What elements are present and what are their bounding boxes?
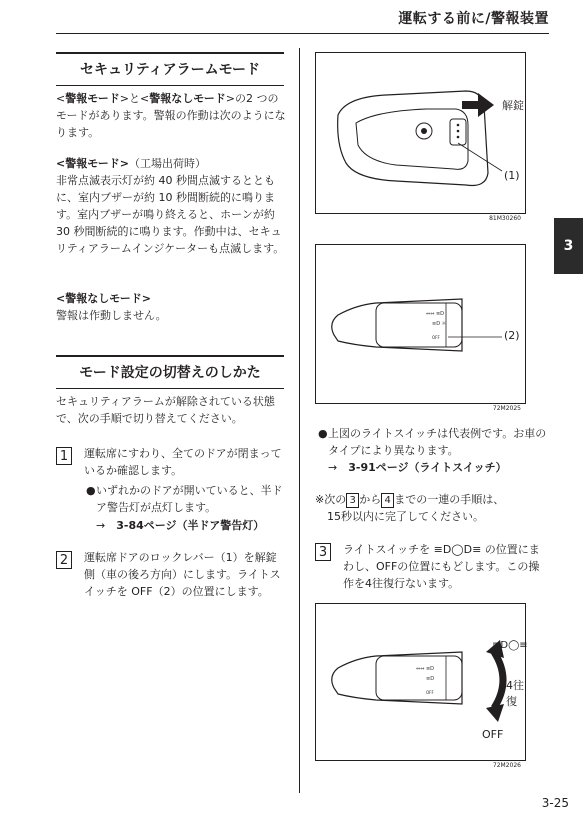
note-typical-example: 上図のライトスイッチは代表例です。お車のタイプにより異なります。 — [328, 427, 547, 457]
figure-code: 72M2026 — [492, 762, 521, 769]
step-2-number: 2 — [56, 551, 72, 569]
svg-text:⇔⇔ ≡D: ⇔⇔ ≡D — [426, 311, 445, 317]
svg-text:≡D ☼: ≡D ☼ — [432, 321, 447, 327]
note-reference[interactable]: → 3-91ページ（ライトスイッチ） — [328, 461, 507, 474]
column-divider — [299, 48, 300, 793]
figure-light-switch-off — [315, 244, 526, 412]
headlight-position-label: ≡D◯≡ — [492, 640, 528, 651]
section1-intro: <警報モード>と<警報なしモード>の2 つのモードがあります。警報の作動は次のようになります。 — [56, 92, 286, 139]
mode2-body: 警報は作動しません。 — [56, 309, 167, 322]
section2-intro: セキュリティアラームが解除されている状態で、次の手順で切り替えてください。 — [56, 395, 275, 425]
repeat-4-label: 4往復 — [506, 679, 524, 708]
svg-text:OFF: OFF — [426, 690, 434, 695]
figure-code: 81M30260 — [489, 215, 521, 222]
unlock-label: 解錠 — [502, 99, 524, 112]
step-1-text: 運転席にすわり、全てのドアが閉まっているか確認します。 — [84, 447, 282, 477]
step-1-number: 1 — [56, 447, 72, 465]
mode1-heading: <警報モード>（工場出荷時） — [56, 157, 206, 170]
page-number: 3-25 — [541, 796, 569, 810]
figure-code: 72M2025 — [492, 405, 521, 412]
section-title-security-mode: セキュリティアラームモード — [56, 52, 284, 86]
mode1-body: 非常点滅表示灯が約 40 秒間点滅するとともに、室内ブザーが約 10 秒間断続的に鳴ります。室内ブザーが鳴り終えると、ホーンが約 30 秒間断続的に鳴ります。作動中は、セキュリティアラームインジケーターも点滅します。 — [56, 174, 285, 255]
step-1-bullet: いずれかのドアが開いていると、半ドア警告灯が点灯します。 — [96, 484, 283, 514]
page-header-title: 運転する前に/警報装置 — [398, 11, 549, 27]
off-label: OFF — [482, 728, 504, 741]
step-3-text: ライトスイッチを ≡D◯D≡ の位置にまわし、OFFの位置にもどします。この操作を4往復行ないます。 — [343, 543, 540, 590]
step-1-reference[interactable]: → 3-84ページ（半ドア警告灯） — [96, 519, 265, 532]
svg-text:≡D: ≡D — [426, 676, 435, 682]
bullet-dot: ● — [318, 427, 328, 440]
header-rule — [56, 33, 549, 34]
figure-light-switch-rotate — [315, 603, 528, 769]
svg-text:OFF: OFF — [432, 335, 440, 340]
figure-door-lock-lever — [315, 52, 526, 222]
bullet-dot: ● — [86, 484, 96, 497]
step-3-number: 3 — [315, 543, 331, 561]
callout-2: (2) — [504, 329, 520, 342]
chapter-tab[interactable]: 3 — [554, 218, 583, 274]
note-15-seconds: ※次の 3 から 4 までの一連の手順は、 15秒以内に完了してください。 — [315, 493, 505, 523]
mode2-heading: <警報なしモード> — [56, 292, 151, 305]
callout-1: (1) — [504, 169, 520, 182]
section-title-mode-switch: モード設定の切替えのしかた — [56, 355, 284, 389]
step-2-text: 運転席ドアのロックレバー（1）を解錠側（車の後ろ方向）にします。ライトスイッチを OFF（2）の位置にします。 — [84, 551, 281, 598]
svg-text:⇔⇔ ≡D: ⇔⇔ ≡D — [416, 666, 435, 672]
